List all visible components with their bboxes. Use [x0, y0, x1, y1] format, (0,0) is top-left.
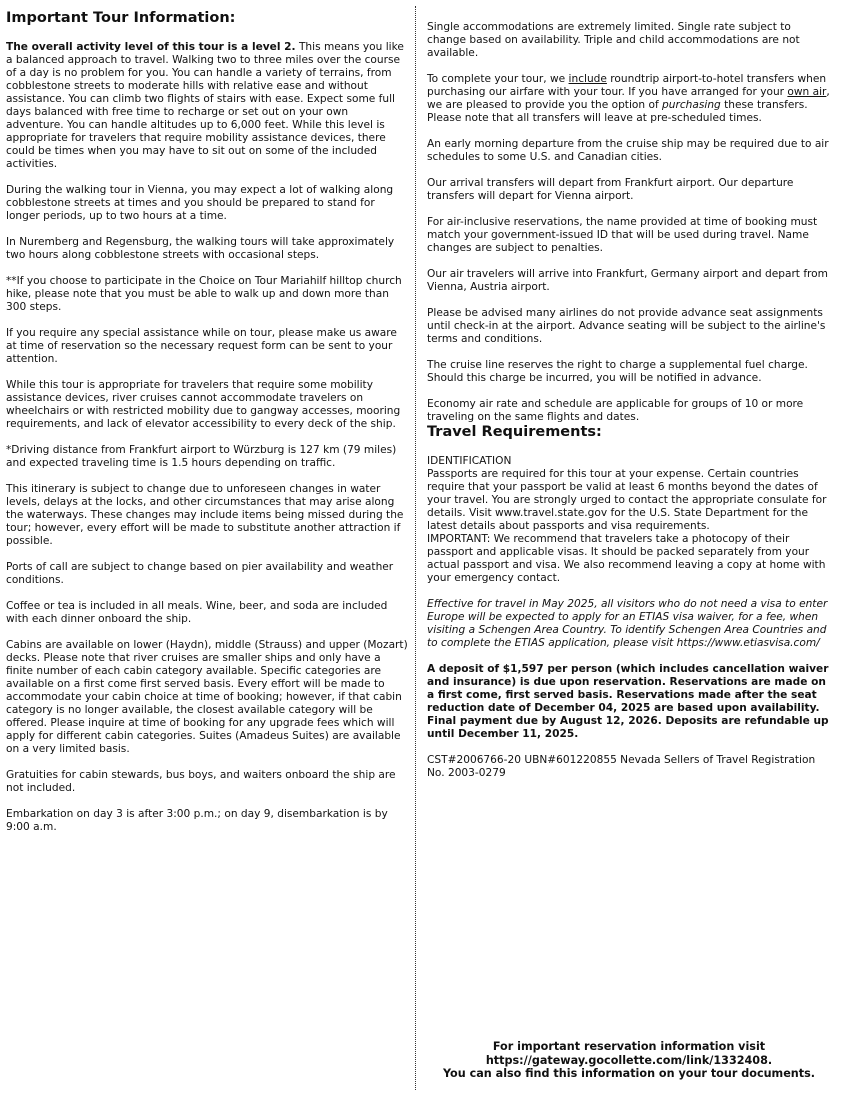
footer-link[interactable]: https://gateway.gocollette.com/link/1332408.	[485, 1053, 773, 1067]
driving-distance-paragraph: *Driving distance from Frankfurt airport to Würzburg is 127 km (79 miles) and expected traveling time is 1.5 hours depending on traffic.	[6, 444, 397, 469]
itinerary-change-paragraph: This itinerary is subject to change due to unforeseen changes in water levels, delays at the locks, and other circumstances that may arise along the waterways. These changes may include items being missed during the tour; however, every effort will be made to substitute another attraction if possible.	[6, 483, 404, 547]
meals-paragraph: Coffee or tea is included in all meals. Wine, beer, and soda are included with each dinner onboard the ship.	[6, 600, 388, 625]
transfers-text-1: To complete your tour, we	[427, 73, 569, 85]
early-departure-paragraph: An early morning departure from the cruise ship may be required due to air schedules to some U.S. and Canadian cities.	[427, 138, 829, 163]
hilltop-hike-paragraph: **If you choose to participate in the Choice on Tour Mariahilf hilltop church hike, please note that you must be able to walk up and down more than 300 steps.	[6, 275, 402, 313]
transfers-text-2: roundtrip airport-to-hotel transfers when purchasing our airfare with your tour. If you have arranged for your	[427, 73, 827, 98]
transfers-text-4: these transfers. Please note that all transfers will leave at pre-scheduled times.	[427, 99, 808, 124]
important-photocopy-paragraph: IMPORTANT: We recommend that travelers take a photocopy of their passport and applicable visas. It should be packed separately from your actual passport and visa. We also recommend leaving a copy at home with your emergency contact.	[427, 533, 826, 584]
vienna-walking-paragraph: During the walking tour in Vienna, you may expect a lot of walking along cobblestone streets at times and you should be prepared to stand for longer periods, up to two hours at a time.	[6, 184, 394, 222]
etias-paragraph: Effective for travel in May 2025, all visitors who do not need a visa to enter Europe will be expected to apply for an ETIAS visa waiver, for a fee, when visiting a Schengen Area Country. To identify Schengen Area Countries and to complete the ETIAS application, please visit https://www.etiasvisa.com/	[427, 598, 828, 649]
fuel-charge-paragraph: The cruise line reserves the right to charge a supplemental fuel charge. Should this charge be incurred, you will be notified in advance.	[427, 359, 808, 384]
travel-requirements-heading: Travel Requirements:	[427, 424, 602, 440]
purchasing-italic: purchasing	[662, 99, 721, 111]
column-divider	[415, 6, 416, 1090]
identification-label: IDENTIFICATION	[427, 455, 512, 467]
air-travelers-paragraph: Our air travelers will arrive into Frankfurt, Germany airport and depart from Vienna, Austria airport.	[427, 268, 828, 293]
nuremberg-walking-paragraph: In Nuremberg and Regensburg, the walking tours will take approximately two hours along cobblestone streets with occasional steps.	[6, 236, 395, 261]
left-column	[6, 8, 408, 847]
single-accommodations-paragraph: Single accommodations are extremely limited. Single rate subject to change based on availability. Triple and child accommodations are not available.	[427, 21, 800, 59]
include-underlined: include	[568, 73, 607, 85]
transfers-paragraph	[427, 73, 831, 125]
cabins-paragraph: Cabins are available on lower (Haydn), middle (Strauss) and upper (Mozart) decks. Please note that river cruises are smaller ships and only have a finite number of each cabin category available. Specific categories are available on a first come first served basis. Every effort will be made to accommodate your cabin choice at time of booking; however, if that cabin category is no longer available, the closest available category will be offered. Please inquire at time of booking for any upgrade fees which will apply for different cabin categories. Suites (Amadeus Suites) are available on a very limited basis.	[6, 639, 408, 755]
air-inclusive-paragraph: For air-inclusive reservations, the name provided at time of booking must match your government-issued ID that will be used during travel. Name changes are subject to penalties.	[427, 216, 818, 254]
footer-line-3: You can also find this information on your tour documents.	[442, 1067, 816, 1080]
special-assistance-paragraph: If you require any special assistance while on tour, please make us aware at time of reservation so the necessary request form can be sent to your attention.	[6, 327, 397, 365]
ports-of-call-paragraph: Ports of call are subject to change based on pier availability and weather conditions.	[6, 561, 394, 586]
passports-paragraph: Passports are required for this tour at your expense. Certain countries require that your passport be valid at least 6 months beyond the dates of your travel. You are strongly urged to contact the appropriate consulate for details. Visit www.travel.state.gov for the U.S. State Department for the latest details about passports and visa requirements.	[427, 468, 827, 532]
gratuities-paragraph: Gratuities for cabin stewards, bus boys, and waiters onboard the ship are not included.	[6, 769, 396, 794]
embarkation-paragraph: Embarkation on day 3 is after 3:00 p.m.; on day 9, disembarkation is by 9:00 a.m.	[6, 808, 388, 833]
registration-paragraph: CST#2006766-20 UBN#601220855 Nevada Sellers of Travel Registration No. 2003-0279	[427, 754, 816, 779]
activity-level-paragraph	[6, 41, 408, 171]
activity-level-lead: The overall activity level of this tour is a level 2.	[6, 41, 296, 53]
footer-line-1: For important reservation information visit	[492, 1040, 766, 1053]
mobility-paragraph: While this tour is appropriate for travelers that require some mobility assistance devices, river cruises cannot accommodate travelers on wheelchairs or with restricted mobility due to gangway accesses, mooring requirements, and lack of elevator accessibility to every deck of the ship.	[6, 379, 401, 430]
deposit-paragraph: A deposit of $1,597 per person (which includes cancellation waiver and insurance) is due upon reservation. Reservations are made on a first come, first served basis. Reservations made after the seat reduction date of December 04, 2025 are based upon availability. Final payment due by August 12, 2026. Deposits are refundable up until December 11, 2025.	[427, 663, 829, 740]
arrival-transfers-paragraph: Our arrival transfers will depart from Frankfurt airport. Our departure transfers will depart for Vienna airport.	[427, 177, 794, 202]
tour-info-heading: Important Tour Information:	[6, 10, 236, 26]
economy-air-paragraph: Economy air rate and schedule are applicable for groups of 10 or more traveling on the same flights and dates.	[427, 398, 804, 423]
right-column	[427, 21, 831, 793]
activity-level-body: This means you like a balanced approach to travel. Walking two to three miles over the course of a day is no problem for you. You can handle a variety of terrains, from cobblestone streets to moderate hills with relative ease and without assistance. You can climb two flights of stairs with ease. Expect some full days balanced with free time to recharge or set out on your own adventure. You can handle altitudes up to 6,000 feet. While this level is appropriate for travelers that require mobility assistance devices, there could be times when you may have to sit out on some of the included activities.	[6, 41, 404, 170]
reservation-footer	[427, 1040, 831, 1081]
seat-assignments-paragraph: Please be advised many airlines do not provide advance seat assignments until check-in at the airport. Advance seating will be subject to the airline's terms and conditions.	[427, 307, 826, 345]
own-air-underlined: own air	[787, 86, 827, 98]
transfers-text-3: , we are pleased to provide you the option of	[427, 86, 830, 111]
